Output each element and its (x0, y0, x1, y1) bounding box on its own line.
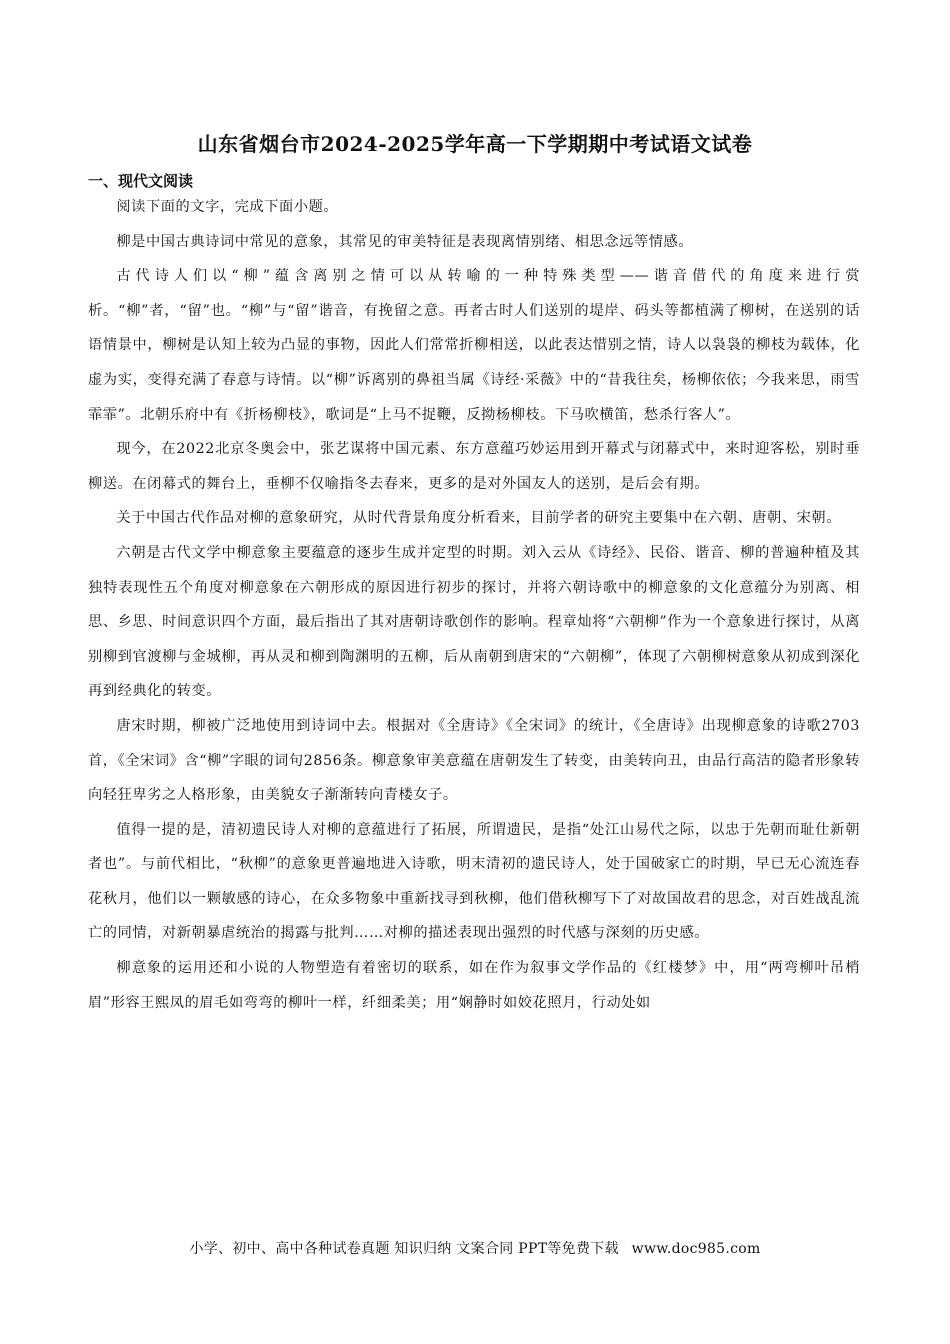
paragraph: 关于中国古代作品对柳的意象研究，从时代背景角度分析看来，目前学者的研究主要集中在六朝、唐朝、宋朝。 (116, 510, 841, 527)
page-title: 山东省烟台市2024-2025学年高一下学期期中考试语文试卷 (197, 132, 753, 156)
page-footer (0, 1238, 950, 1258)
paragraph: 阅读下面的文字，完成下面小题。 (116, 199, 339, 215)
paragraph: 现今，在2022北京冬奥会中，张艺谋将中国元素、东方意蕴巧妙运用到开幕式与闭幕式中，来时迎客松，别时垂柳送。在闭幕式的舞台上，垂柳不仅喻指冬去春来，更多的是对外国友人的送别，是后会有期。 (88, 441, 860, 492)
paragraph: 柳是中国古典诗词中常见的意象，其常见的审美特征是表现离情别绪、相思念远等情感。 (116, 233, 694, 250)
paragraph: 古代诗人们以“柳”蕴含离别之情可以从转喻的一种特殊类型——谐音借代的角度来进行赏析。“柳”者，“留”也。“柳”与“留”谐音，有挽留之意。再者古时人们送别的堤岸、码头等都植满了柳树，在送别的话语情景中，柳树是认知上较为凸显的事物，因此人们常常折柳相送，以此表达惜别之情，诗人以袅袅的柳枝为载体，化虚为实，变得充满了春意与诗情。以“柳”诉离别的鼻祖当属《诗经·采薇》中的“昔我往矣，杨柳依依；今我来思，雨雪霏霏”。北朝乐府中有《折杨柳枝》，歌词是“上马不捉鞭，反拗杨柳枝。下马吹横笛，愁杀行客人”。 (88, 268, 860, 423)
paragraph: 唐宋时期，柳被广泛地使用到诗词中去。根据对《全唐诗》《全宋词》的统计，《全唐诗》出现柳意象的诗歌2703首，《全宋词》含“柳”字眼的词句2856条。柳意象审美意蕴在唐朝发生了转变，由美转向丑，由品行高洁的隐者形象转向轻狂卑劣之人格形象，由美貌女子渐渐转向青楼女子。 (88, 717, 860, 804)
paragraph: 六朝是古代文学中柳意象主要蕴意的逐步生成并定型的时期。刘入云从《诗经》、民俗、谐音、柳的普遍种植及其独特表现性五个角度对柳意象在六朝形成的原因进行初步的探讨，并将六朝诗歌中的柳意象的文化意蕴分为别离、相思、乡思、时间意识四个方面，最后指出了其对唐朝诗歌创作的影响。程章灿将“六朝柳”作为一个意象进行探讨，从离别柳到官渡柳与金城柳，再从灵和柳到陶渊明的五柳，后从南朝到唐宋的“六朝柳”，体现了六朝柳树意象从初成到深化再到经典化的转变。 (88, 544, 860, 700)
reading-passage (88, 190, 860, 1020)
section-heading: 一、现代文阅读 (88, 172, 194, 190)
footer-text: 小学、初中、高中各种试卷真题 知识归纳 文案合同 PPT等免费下载 (189, 1241, 619, 1257)
paragraph: 值得一提的是，清初遗民诗人对柳的意蕴进行了拓展，所谓遗民，是指“处江山易代之际，以忠于先朝而耻仕新朝者也”。与前代相比，“秋柳”的意象更普遍地进入诗歌，明末清初的遗民诗人，处于国破家亡的时期，早已无心流连春花秋月，他们以一颗敏感的诗心，在众多物象中重新找寻到秋柳，他们借秋柳写下了对故国故君的思念，对百姓战乱流亡的同情，对新朝暴虐统治的揭露与批判……对柳的描述表现出强烈的时代感与深刻的历史感。 (88, 821, 860, 942)
footer-link[interactable]: www.doc985.com (631, 1241, 761, 1257)
paragraph: 柳意象的运用还和小说的人物塑造有着密切的联系，如在作为叙事文学作品的《红楼梦》中，用“两弯柳叶吊梢眉”形容王熙凤的眉毛如弯弯的柳叶一样，纤细柔美；用“娴静时如姣花照月，行动处如 (88, 960, 860, 1011)
